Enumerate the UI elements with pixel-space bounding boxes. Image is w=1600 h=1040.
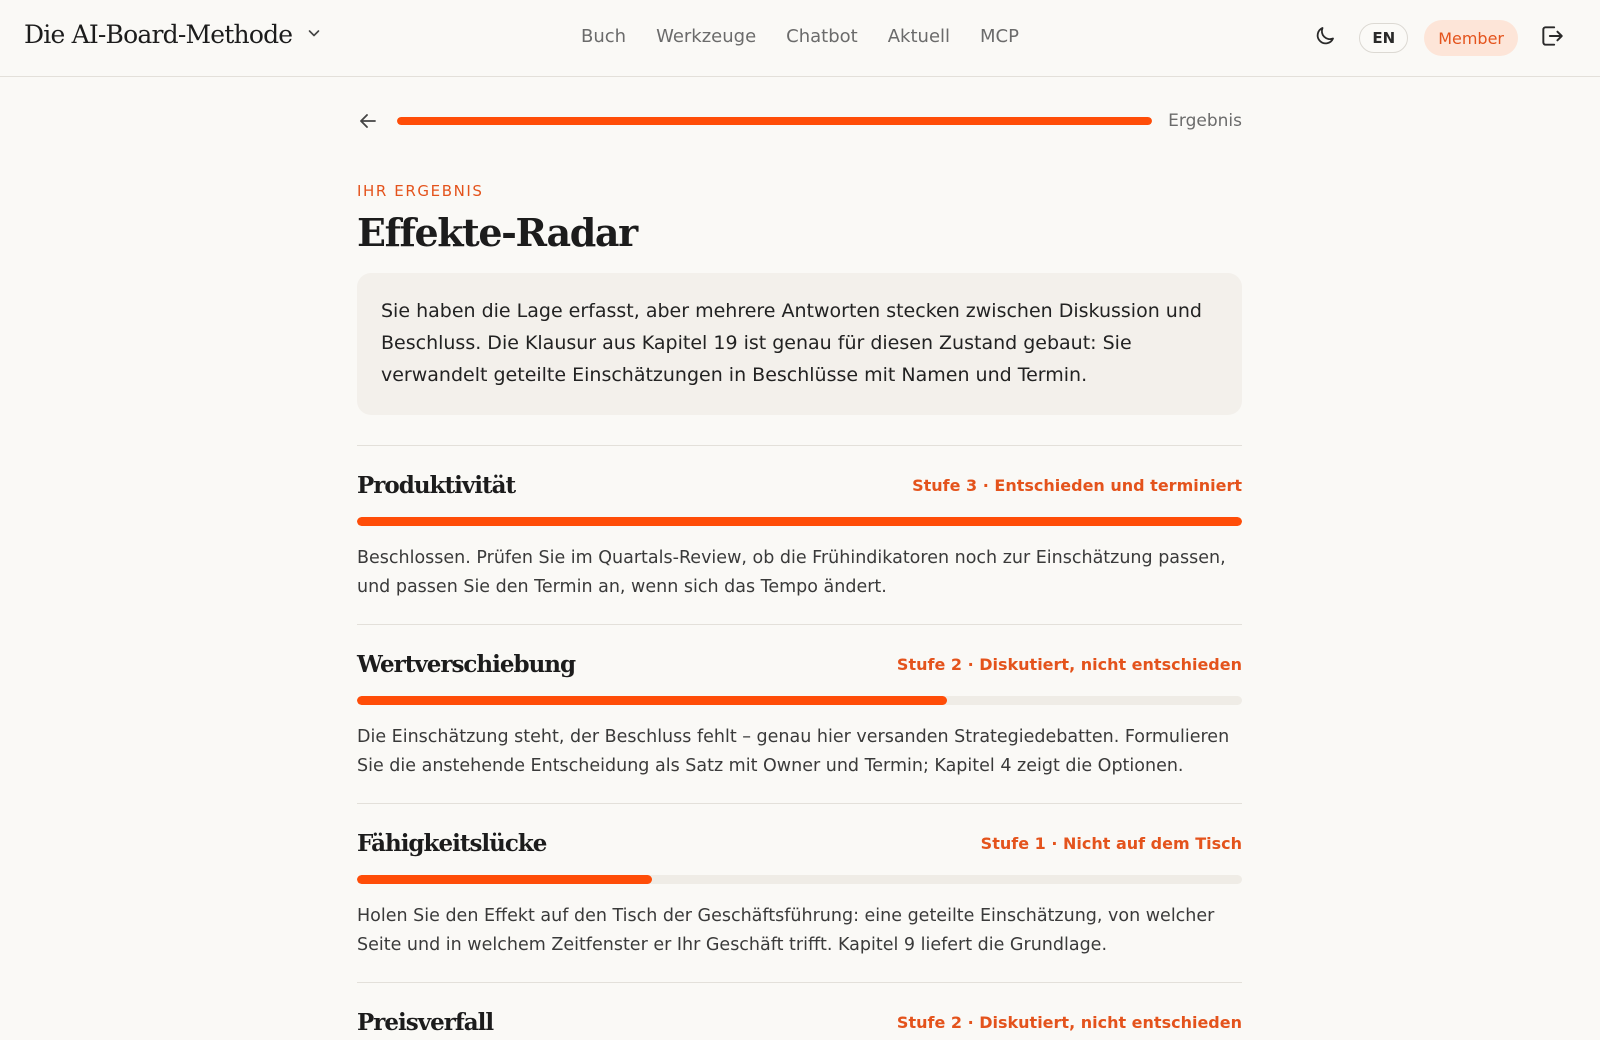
brand-title: Die AI-Board-Methode <box>24 20 293 49</box>
language-switch-button[interactable]: EN <box>1359 23 1408 53</box>
effect-level-bar <box>357 517 1242 526</box>
effect-name: Preisverfall <box>357 1009 494 1036</box>
effect-description: Holen Sie den Effekt auf den Tisch der Geschäftsführung: eine geteilte Einschätzung, von welcher Seite und in welchem Zeitfenster er Ihr Geschäft trifft. Kapitel 9 liefert die Grundlage. <box>357 906 1215 955</box>
nav-link-aktuell[interactable]: Aktuell <box>887 26 951 47</box>
effect-name: Produktivität <box>357 472 516 499</box>
effect-level: Stufe 3 · Entschieden und terminiert <box>912 476 1242 495</box>
effect-description: Beschlossen. Prüfen Sie im Quartals-Review, ob die Frühindikatoren noch zur Einschätzung passen, und passen Sie den Termin an, wenn sich das Tempo ändert. <box>357 548 1226 597</box>
effect-level-bar-fill <box>357 517 1242 526</box>
effect-level: Stufe 1 · Nicht auf dem Tisch <box>980 834 1242 853</box>
effect-item <box>357 625 1242 804</box>
result-page <box>357 108 1242 1040</box>
progress-label: Ergebnis <box>1168 111 1242 131</box>
effect-level: Stufe 2 · Diskutiert, nicht entschieden <box>896 1013 1242 1032</box>
logout-icon <box>1539 23 1565 53</box>
theme-toggle-button[interactable] <box>1307 20 1343 56</box>
effect-level-bar <box>357 875 1242 884</box>
effects-list <box>357 445 1242 1040</box>
nav-link-werkzeuge[interactable]: Werkzeuge <box>656 26 757 47</box>
chevron-down-icon <box>306 25 322 45</box>
result-eyebrow: IHR ERGEBNIS <box>357 182 484 200</box>
effect-level-bar-fill <box>357 696 947 705</box>
effect-name: Wertverschiebung <box>357 651 576 678</box>
back-arrow-icon[interactable] <box>357 110 379 132</box>
top-navigation-bar <box>0 0 1600 77</box>
nav-link-chatbot[interactable]: Chatbot <box>786 26 858 47</box>
effect-item <box>357 983 1242 1040</box>
effect-item <box>357 446 1242 625</box>
effect-description: Die Einschätzung steht, der Beschluss fehlt – genau hier versanden Strategiedebatten. Formulieren Sie die anstehende Entscheidung als Satz mit Owner und Termin; Kapitel 4 zeigt die Optionen. <box>357 727 1230 776</box>
header-actions <box>1307 20 1570 56</box>
result-summary: Sie haben die Lage erfasst, aber mehrere Antworten stecken zwischen Diskussion und Beschluss. Die Klausur aus Kapitel 19 ist genau für diesen Zustand gebaut: Sie verwandelt geteilte Einschätzungen in Beschlüsse mit Namen und Termin. <box>357 273 1242 415</box>
progress-bar-fill <box>397 117 1152 125</box>
effect-level-bar <box>357 696 1242 705</box>
effect-name: Fähigkeitslücke <box>357 830 547 857</box>
quiz-progress <box>357 108 1242 134</box>
effect-level-bar-fill <box>357 875 652 884</box>
brand-menu[interactable] <box>24 20 322 49</box>
effect-item <box>357 804 1242 983</box>
effect-level: Stufe 2 · Diskutiert, nicht entschieden <box>896 655 1242 674</box>
moon-icon <box>1313 24 1337 52</box>
progress-bar <box>397 117 1152 125</box>
page-title: Effekte-Radar <box>357 210 637 255</box>
member-button[interactable]: Member <box>1424 20 1518 56</box>
nav-link-buch[interactable]: Buch <box>581 26 627 47</box>
logout-button[interactable] <box>1534 20 1570 56</box>
nav-link-mcp[interactable]: MCP <box>980 26 1019 47</box>
